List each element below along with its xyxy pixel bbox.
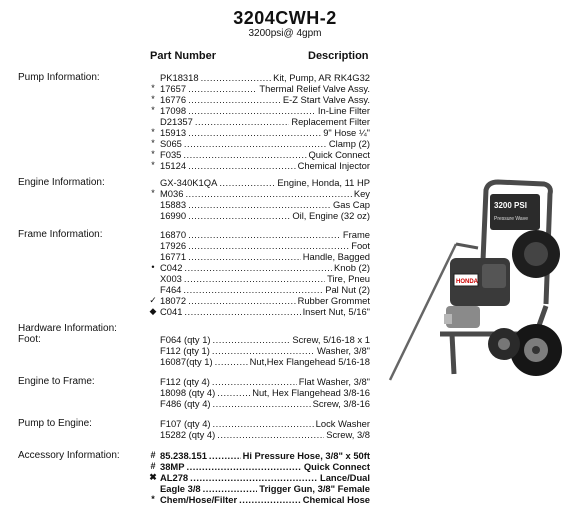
part-description: Screw, 3/8 [326,429,370,440]
row-marker: * [151,105,155,115]
part-description: Lance/Dual [319,472,370,483]
row-marker: * [151,149,155,159]
part-number: Eagle 3/8 [160,483,201,494]
leader-dots [212,345,315,356]
part-row [148,284,370,295]
part-description: Frame [342,229,370,240]
part-row [148,251,370,262]
leader-dots [209,450,241,461]
part-row [148,398,370,409]
part-description: Kit, Pump, AR RK4G32 [273,72,370,83]
part-number: S065 [160,138,182,149]
part-row [148,188,370,199]
part-description: Handle, Bagged [302,251,370,262]
part-number: F112 (qty 4) [160,376,210,387]
parts-rows [148,418,370,440]
part-number: Chem/Hose/Filter [160,494,238,505]
part-number: 38MP [160,461,185,472]
row-marker: * [151,127,155,137]
leader-dots [212,376,297,387]
engine-brand: HONDA [456,279,478,285]
part-row [148,127,370,138]
part-description: Oil, Engine (32 oz) [292,210,370,221]
parts-rows [148,450,370,505]
section-label: Accessory Information: [18,450,120,461]
part-description: Rubber Grommet [297,295,370,306]
part-row [148,116,370,127]
part-description: Chemical Injector [297,160,370,171]
leader-dots [219,177,275,188]
section-label: Engine to Frame: [18,376,95,387]
part-row [148,472,370,483]
part-row [148,295,370,306]
leader-dots [188,251,301,262]
leader-dots [188,295,296,306]
row-marker: # [150,450,156,460]
part-number: F064 (qty 1) [160,334,211,345]
part-row [148,345,370,356]
row-marker: * [151,494,155,504]
leader-dots [215,356,248,367]
part-description: Quick Connect [303,461,370,472]
part-number: X003 [160,273,182,284]
row-marker: • [151,262,155,272]
page-title: 3204CWH-2 [233,8,337,28]
row-marker: * [151,83,155,93]
section-label: Engine Information: [18,177,105,188]
part-number: D21357 [160,116,193,127]
part-row [148,72,370,83]
part-description: Hi Pressure Hose, 3/8" x 50ft [242,450,370,461]
section-label: Frame Information: [18,229,103,240]
part-row [148,356,370,367]
section-label: Pump Information: [18,72,100,83]
leader-dots [184,262,332,273]
description-header: Description [308,50,369,62]
part-row [148,461,370,472]
part-description: Key [353,188,370,199]
row-marker: * [151,94,155,104]
parts-rows [148,229,370,317]
leader-dots [239,494,301,505]
part-row [148,240,370,251]
part-row [148,105,370,116]
row-marker: ✓ [149,295,157,305]
part-description: Pal Nut (2) [325,284,370,295]
leader-dots [188,83,257,94]
part-description: Screw, 5/16-18 x 1 [292,334,370,345]
part-row [148,376,370,387]
part-description: Nut,Hex Flangehead 5/16-18 [249,356,370,367]
row-marker: ◆ [149,306,157,316]
part-number: M036 [160,188,184,199]
leader-dots [184,273,325,284]
part-row [148,306,370,317]
part-number-header: Part Number [150,50,217,62]
part-number: 17926 [160,240,187,251]
leader-dots [188,127,321,138]
part-description: Nut, Hex Flangehead 3/8-16 [252,387,370,398]
leader-dots [188,94,281,105]
leader-dots [217,387,250,398]
section-label: Pump to Engine: [18,418,92,429]
part-number: PK18318 [160,72,199,83]
decal-text: 3200 PSI [494,201,527,210]
leader-dots [188,105,316,116]
parts-rows [148,177,370,221]
row-marker: # [150,461,156,471]
leader-dots [190,472,318,483]
leader-dots [183,149,306,160]
frame-foot [452,334,454,374]
row-marker: * [151,188,155,198]
leader-dots [213,418,314,429]
leader-dots [188,240,349,251]
part-number: 16990 [160,210,187,221]
section-label: Hardware Information: [18,323,117,334]
part-description: E-Z Start Valve Assy. [282,94,370,105]
part-description: Washer, 3/8" [316,345,370,356]
part-number: 18098 (qty 4) [160,387,216,398]
part-number: 16087(qty 1) [160,356,213,367]
control-panel [490,194,540,230]
part-description: Quick Connect [308,149,370,160]
leader-dots [187,461,302,472]
part-description: Flat Washer, 3/8" [298,376,370,387]
part-number: AL278 [160,472,189,483]
part-description: Gas Cap [333,199,370,210]
part-number: F112 (qty 1) [160,345,210,356]
part-row [148,483,370,494]
leader-dots [195,116,289,127]
row-marker: * [151,138,155,148]
leader-dots [183,284,323,295]
part-row [148,94,370,105]
part-number: 16771 [160,251,187,262]
row-marker: * [151,160,155,170]
part-description: Screw, 3/8-16 [312,398,370,409]
part-description: Engine, Honda, 11 HP [277,177,370,188]
part-description: Knob (2) [334,262,370,273]
part-row [148,273,370,284]
part-row [148,429,370,440]
part-number: F035 [160,149,182,160]
row-marker: ✖ [149,472,157,482]
part-row [148,450,370,461]
parts-rows [148,334,370,367]
leader-dots [213,398,311,409]
part-description: Chemical Hose [302,494,370,505]
page-subtitle: 3200psi@ 4gpm [248,28,322,39]
part-row [148,83,370,94]
part-number: F464 [160,284,182,295]
part-description: Trigger Gun, 3/8" Female [259,483,370,494]
part-row [148,229,370,240]
part-description: Replacement Filter [291,116,370,127]
part-description: Thermal Relief Valve Assy. [259,83,370,94]
leader-dots [213,334,291,345]
leader-dots [188,199,331,210]
leader-dots [217,429,324,440]
part-row [148,138,370,149]
leader-dots [188,210,290,221]
part-row [148,210,370,221]
part-row [148,262,370,273]
part-number: 15124 [160,160,187,171]
part-row [148,177,370,188]
part-number: 15282 (qty 4) [160,429,216,440]
part-description: Tire, Pneu [327,273,370,284]
leader-dots [184,306,300,317]
part-description: Insert Nut, 5/16" [302,306,370,317]
part-row [148,334,370,345]
part-number: GX-340K1QA [160,177,218,188]
part-number: 15913 [160,127,187,138]
part-number: 15883 [160,199,187,210]
leader-dots [188,229,341,240]
leader-dots [188,160,295,171]
part-number: 16870 [160,229,187,240]
pressure-washer-image [386,174,566,394]
part-row [148,418,370,429]
part-row [148,149,370,160]
leader-dots [203,483,258,494]
parts-rows [148,72,370,171]
parts-rows [148,376,370,409]
part-number: 16776 [160,94,187,105]
part-number: C042 [160,262,183,273]
part-description: 9" Hose ¼" [323,127,370,138]
part-description: Foot [351,240,370,251]
part-number: 85.238.151 [160,450,207,461]
part-number: F107 (qty 4) [160,418,211,429]
leader-dots [184,138,327,149]
part-row [148,199,370,210]
part-number: F486 (qty 4) [160,398,211,409]
brand-text: Pressure Wave [494,216,528,222]
part-number: 17098 [160,105,187,116]
part-description: Lock Washer [315,418,370,429]
part-row [148,387,370,398]
section-label: Foot: [18,334,41,345]
part-description: Clamp (2) [328,138,370,149]
leader-dots [201,72,272,83]
part-row [148,160,370,171]
part-row [148,494,370,505]
part-number: C041 [160,306,183,317]
leader-dots [185,188,351,199]
part-number: 17657 [160,83,187,94]
part-number: 18072 [160,295,187,306]
part-description: In-Line Filter [317,105,370,116]
